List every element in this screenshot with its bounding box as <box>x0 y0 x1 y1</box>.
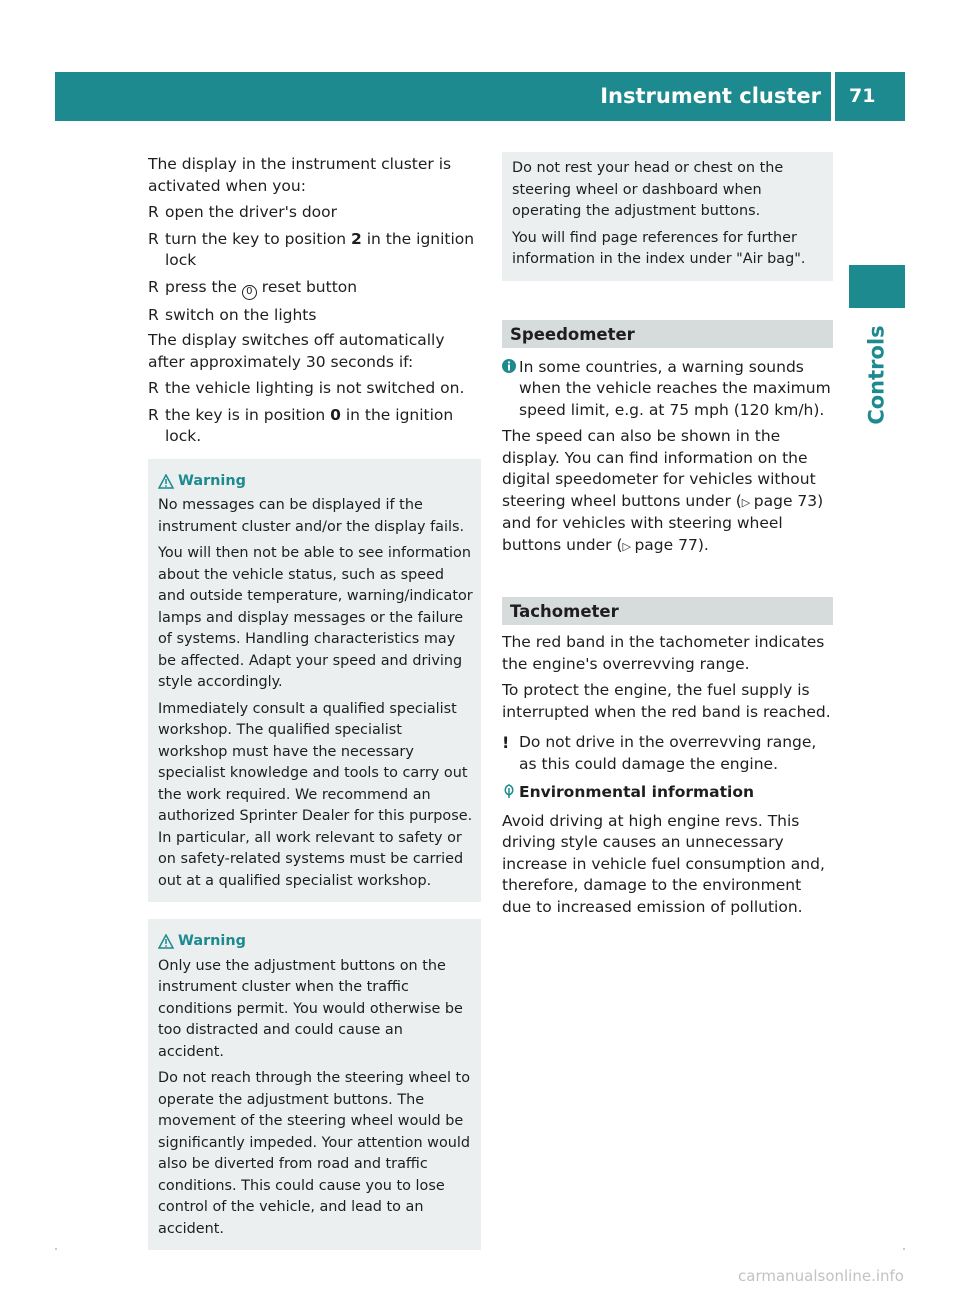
list-item: R the vehicle lighting is not switched on. <box>148 378 481 400</box>
speedometer-body: The speed can also be shown in the display. You can find information on the digital speedometer for vehicles without steering wheel buttons under (▷ page 73) and for vehicles with steering wheel buttons under (▷ page 77). <box>502 427 824 554</box>
header-bar <box>55 72 831 121</box>
page-title: Instrument cluster <box>600 84 821 108</box>
page-number: 71 <box>835 72 905 121</box>
caution-note: ! Do not drive in the overrevving range, as this could damage the engine. <box>502 733 817 773</box>
list-item: R turn the key to position 2 in the ignition lock <box>148 229 475 269</box>
list-item: R switch on the lights <box>148 305 481 327</box>
warning-paragraph: Do not rest your head or chest on the steering wheel or dashboard when operating the adjustment buttons. <box>512 160 784 219</box>
watermark: carmanualsonline.info <box>738 1267 904 1285</box>
list-item: R the key is in position 0 in the ignition lock. <box>148 405 454 445</box>
list-item: R press the 0 reset button <box>148 277 481 300</box>
warning-triangle-icon <box>158 474 174 489</box>
bullet-marker: R <box>148 203 159 221</box>
warning-paragraph: You will then not be able to see information about the vehicle status, such as speed and outside temperature, warning/indicator lamps and display messages or the failure of systems. Handling characteristics may be affected. Adapt your speed and driving style accordingly. <box>158 545 473 690</box>
environment-leaf-icon <box>502 784 516 799</box>
warning-triangle-icon <box>158 934 174 949</box>
section-heading-tachometer: Tachometer <box>502 597 833 625</box>
warning-box <box>148 919 481 1250</box>
bullet-marker: R <box>148 305 159 324</box>
bullet-marker: R <box>148 277 159 296</box>
warning-heading: Warning <box>158 471 473 493</box>
footer-crop-marks <box>55 1248 905 1250</box>
environment-heading: Environmental information <box>502 782 833 804</box>
reset-button-icon: 0 <box>242 285 257 300</box>
display-off-text: The display switches off automatically after approximately 30 seconds if: <box>148 331 445 371</box>
warning-paragraph: You will find page references for further information in the index under "Air bag". <box>512 229 806 267</box>
left-column <box>148 154 481 1250</box>
exclamation-icon: ! <box>502 733 510 752</box>
intro-text: The display in the instrument cluster is activated when you: <box>148 155 452 195</box>
page-ref-arrow-icon: ▷ <box>622 539 635 553</box>
warning-paragraph: No messages can be displayed if the instrument cluster and/or the display fails. <box>158 497 465 535</box>
warning-box <box>148 459 481 903</box>
bullet-marker: R <box>148 379 159 397</box>
list-item: R open the driver's door <box>148 202 481 224</box>
side-tab-label <box>849 320 905 430</box>
warning-paragraph: Only use the adjustment buttons on the instrument cluster when the traffic conditions permit. You would otherwise be too distracted and could cause an accident. <box>158 957 463 1060</box>
page-reference-link[interactable]: page 77 <box>634 535 698 554</box>
info-note: In some countries, a warning sounds when the vehicle reaches the maximum speed limit, e.g. at 75 mph (120 km/h). <box>502 357 833 422</box>
info-icon <box>502 359 516 373</box>
bullet-marker: R <box>148 229 159 248</box>
section-heading-speedometer: Speedometer <box>502 320 833 348</box>
environment-text: Avoid driving at high engine revs. This driving style causes an unnecessary increase in vehicle fuel consumption and, therefore, damage to the environment due to increased emission of pollution. <box>502 811 825 916</box>
warning-paragraph: Immediately consult a qualified specialist workshop. The qualified specialist workshop must have the necessary specialist knowledge and tools to carry out the work required. We recommend an authorized Sprinter Dealer for this purpose. In particular, all work relevant to safety or on safety-related systems must be carried out at a qualified specialist workshop. <box>158 700 473 889</box>
warning-heading: Warning <box>158 931 473 953</box>
tachometer-paragraph: To protect the engine, the fuel supply is interrupted when the red band is reached. <box>502 681 831 721</box>
page-ref-arrow-icon: ▷ <box>741 495 754 509</box>
warning-paragraph: Do not reach through the steering wheel to operate the adjustment buttons. The movement of the steering wheel would be significantly impeded. Your attention would also be diverted from road and traffic conditions. This could cause you to lose control of the vehicle, and lead to an accident. <box>158 1070 471 1237</box>
tachometer-paragraph: The red band in the tachometer indicates the engine's overrevving range. <box>502 633 825 673</box>
bullet-marker: R <box>148 405 159 424</box>
side-tab-marker <box>849 265 905 308</box>
side-tab-text: Controls <box>864 325 889 425</box>
right-column <box>502 152 833 918</box>
page-reference-link[interactable]: page 73 <box>753 491 818 510</box>
warning-box-continued <box>502 152 833 281</box>
